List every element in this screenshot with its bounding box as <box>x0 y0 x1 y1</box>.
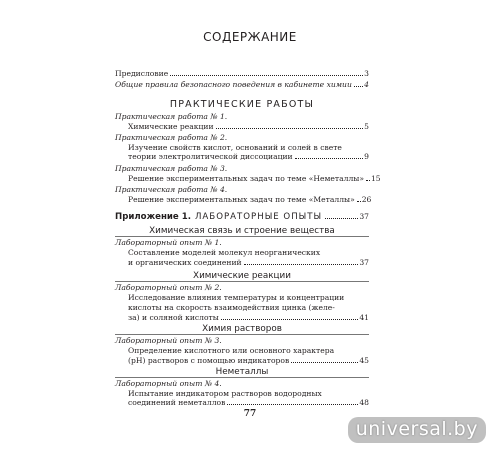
toc-entry-label: Практическая работа № 4. <box>115 185 228 194</box>
divider <box>115 377 369 378</box>
toc-entry-text: Определение кислотного или основного характера <box>128 346 335 355</box>
leader-dots <box>170 75 363 76</box>
toc-entry-appendix-1[interactable] <box>115 211 369 223</box>
leader-dots <box>244 264 359 265</box>
toc-entry-text: за) и соляной кислоты <box>128 313 219 322</box>
toc-entry-text: Составление моделей молекул неорганических <box>128 248 321 257</box>
toc-entry-text: Общие правила безопасного поведения в кабинете химии <box>115 80 352 89</box>
divider <box>115 281 369 282</box>
toc-entry-lab-2[interactable] <box>128 313 369 323</box>
leader-dots <box>295 158 364 159</box>
toc-entry-label: Практическая работа № 3. <box>115 164 228 173</box>
toc-entry-text: Предисловие <box>115 69 169 78</box>
toc-entry-text: (pH) растворов с помощью индикаторов <box>128 356 290 365</box>
section-heading-practical: ПРАКТИЧЕСКИЕ РАБОТЫ <box>169 99 315 110</box>
leader-dots <box>325 218 358 219</box>
leader-dots <box>354 86 363 87</box>
subsection-heading: Химия растворов <box>202 324 282 334</box>
toc-page-number: 9 <box>364 152 369 161</box>
leader-dots <box>221 319 359 320</box>
toc-entry-text: соединений неметаллов <box>128 398 226 407</box>
subsection-heading: Химические реакции <box>193 271 291 281</box>
subsection-heading: Неметаллы <box>215 367 269 377</box>
toc-page-number: 15 <box>370 174 381 183</box>
toc-entry-label: Практическая работа № 2. <box>115 133 228 142</box>
toc-page-number: 4 <box>364 80 369 89</box>
toc-entry-label: Лабораторный опыт № 3. <box>115 336 222 345</box>
toc-page-number: 48 <box>359 398 369 407</box>
toc-entry-safety-rules[interactable] <box>115 80 369 90</box>
toc-page-number: 5 <box>364 122 369 131</box>
toc-entry-label: Лабораторный опыт № 2. <box>115 283 222 292</box>
toc-page-number: 37 <box>359 258 369 267</box>
toc-entry-text: Изучение свойств кислот, оснований и солей в свете <box>128 143 342 152</box>
toc-entry-lab-4[interactable] <box>128 398 369 408</box>
toc-entry-practical-1[interactable] <box>128 122 369 132</box>
toc-entry-preface[interactable] <box>115 69 369 79</box>
toc-entry-text: кислоты на скорость взаимодействия цинка (желе- <box>128 303 335 312</box>
toc-entry-practical-2[interactable] <box>128 152 369 162</box>
toc-entry-label: Практическая работа № 1. <box>115 112 228 121</box>
subsection-heading: Химическая связь и строение вещества <box>149 226 335 236</box>
leader-dots <box>216 128 364 129</box>
toc-entry-text: Химические реакции <box>128 122 214 131</box>
appendix-label: Приложение 1. <box>115 212 191 222</box>
page-number: 77 <box>243 409 257 419</box>
toc-entry-text: Испытание индикатором растворов водородных <box>128 389 322 398</box>
toc-page-number: 37 <box>359 212 369 221</box>
toc-entry-practical-3[interactable] <box>128 174 381 184</box>
divider <box>115 236 369 237</box>
appendix-title: ЛАБОРАТОРНЫЕ ОПЫТЫ <box>194 212 323 222</box>
toc-entry-text: Решение экспериментальных задач по теме «Неметаллы» <box>128 174 364 183</box>
toc-page-number: 3 <box>364 69 369 78</box>
toc-entry-text: Решение экспериментальных задач по теме «Металлы» <box>128 195 355 204</box>
toc-page-number: 45 <box>359 356 369 365</box>
toc-entry-label: Лабораторный опыт № 4. <box>115 379 222 388</box>
toc-entry-text: теории электролитической диссоциации <box>128 152 293 161</box>
leader-dots <box>366 180 370 181</box>
toc-entry-lab-1[interactable] <box>128 258 369 268</box>
toc-entry-lab-3[interactable] <box>128 356 369 366</box>
leader-dots <box>227 404 358 405</box>
leader-dots <box>291 362 358 363</box>
watermark-logo: universal.by <box>348 417 486 443</box>
divider <box>115 334 369 335</box>
toc-page-number: 41 <box>359 313 369 322</box>
toc-page-number: 26 <box>361 195 372 204</box>
leader-dots <box>357 201 361 202</box>
toc-entry-practical-4[interactable] <box>128 195 372 205</box>
toc-entry-text: Исследование влияния температуры и концентрации <box>128 293 345 302</box>
page-title: СОДЕРЖАНИЕ <box>203 30 297 44</box>
toc-entry-label: Лабораторный опыт № 1. <box>115 238 222 247</box>
toc-entry-text: и органических соединений <box>128 258 242 267</box>
